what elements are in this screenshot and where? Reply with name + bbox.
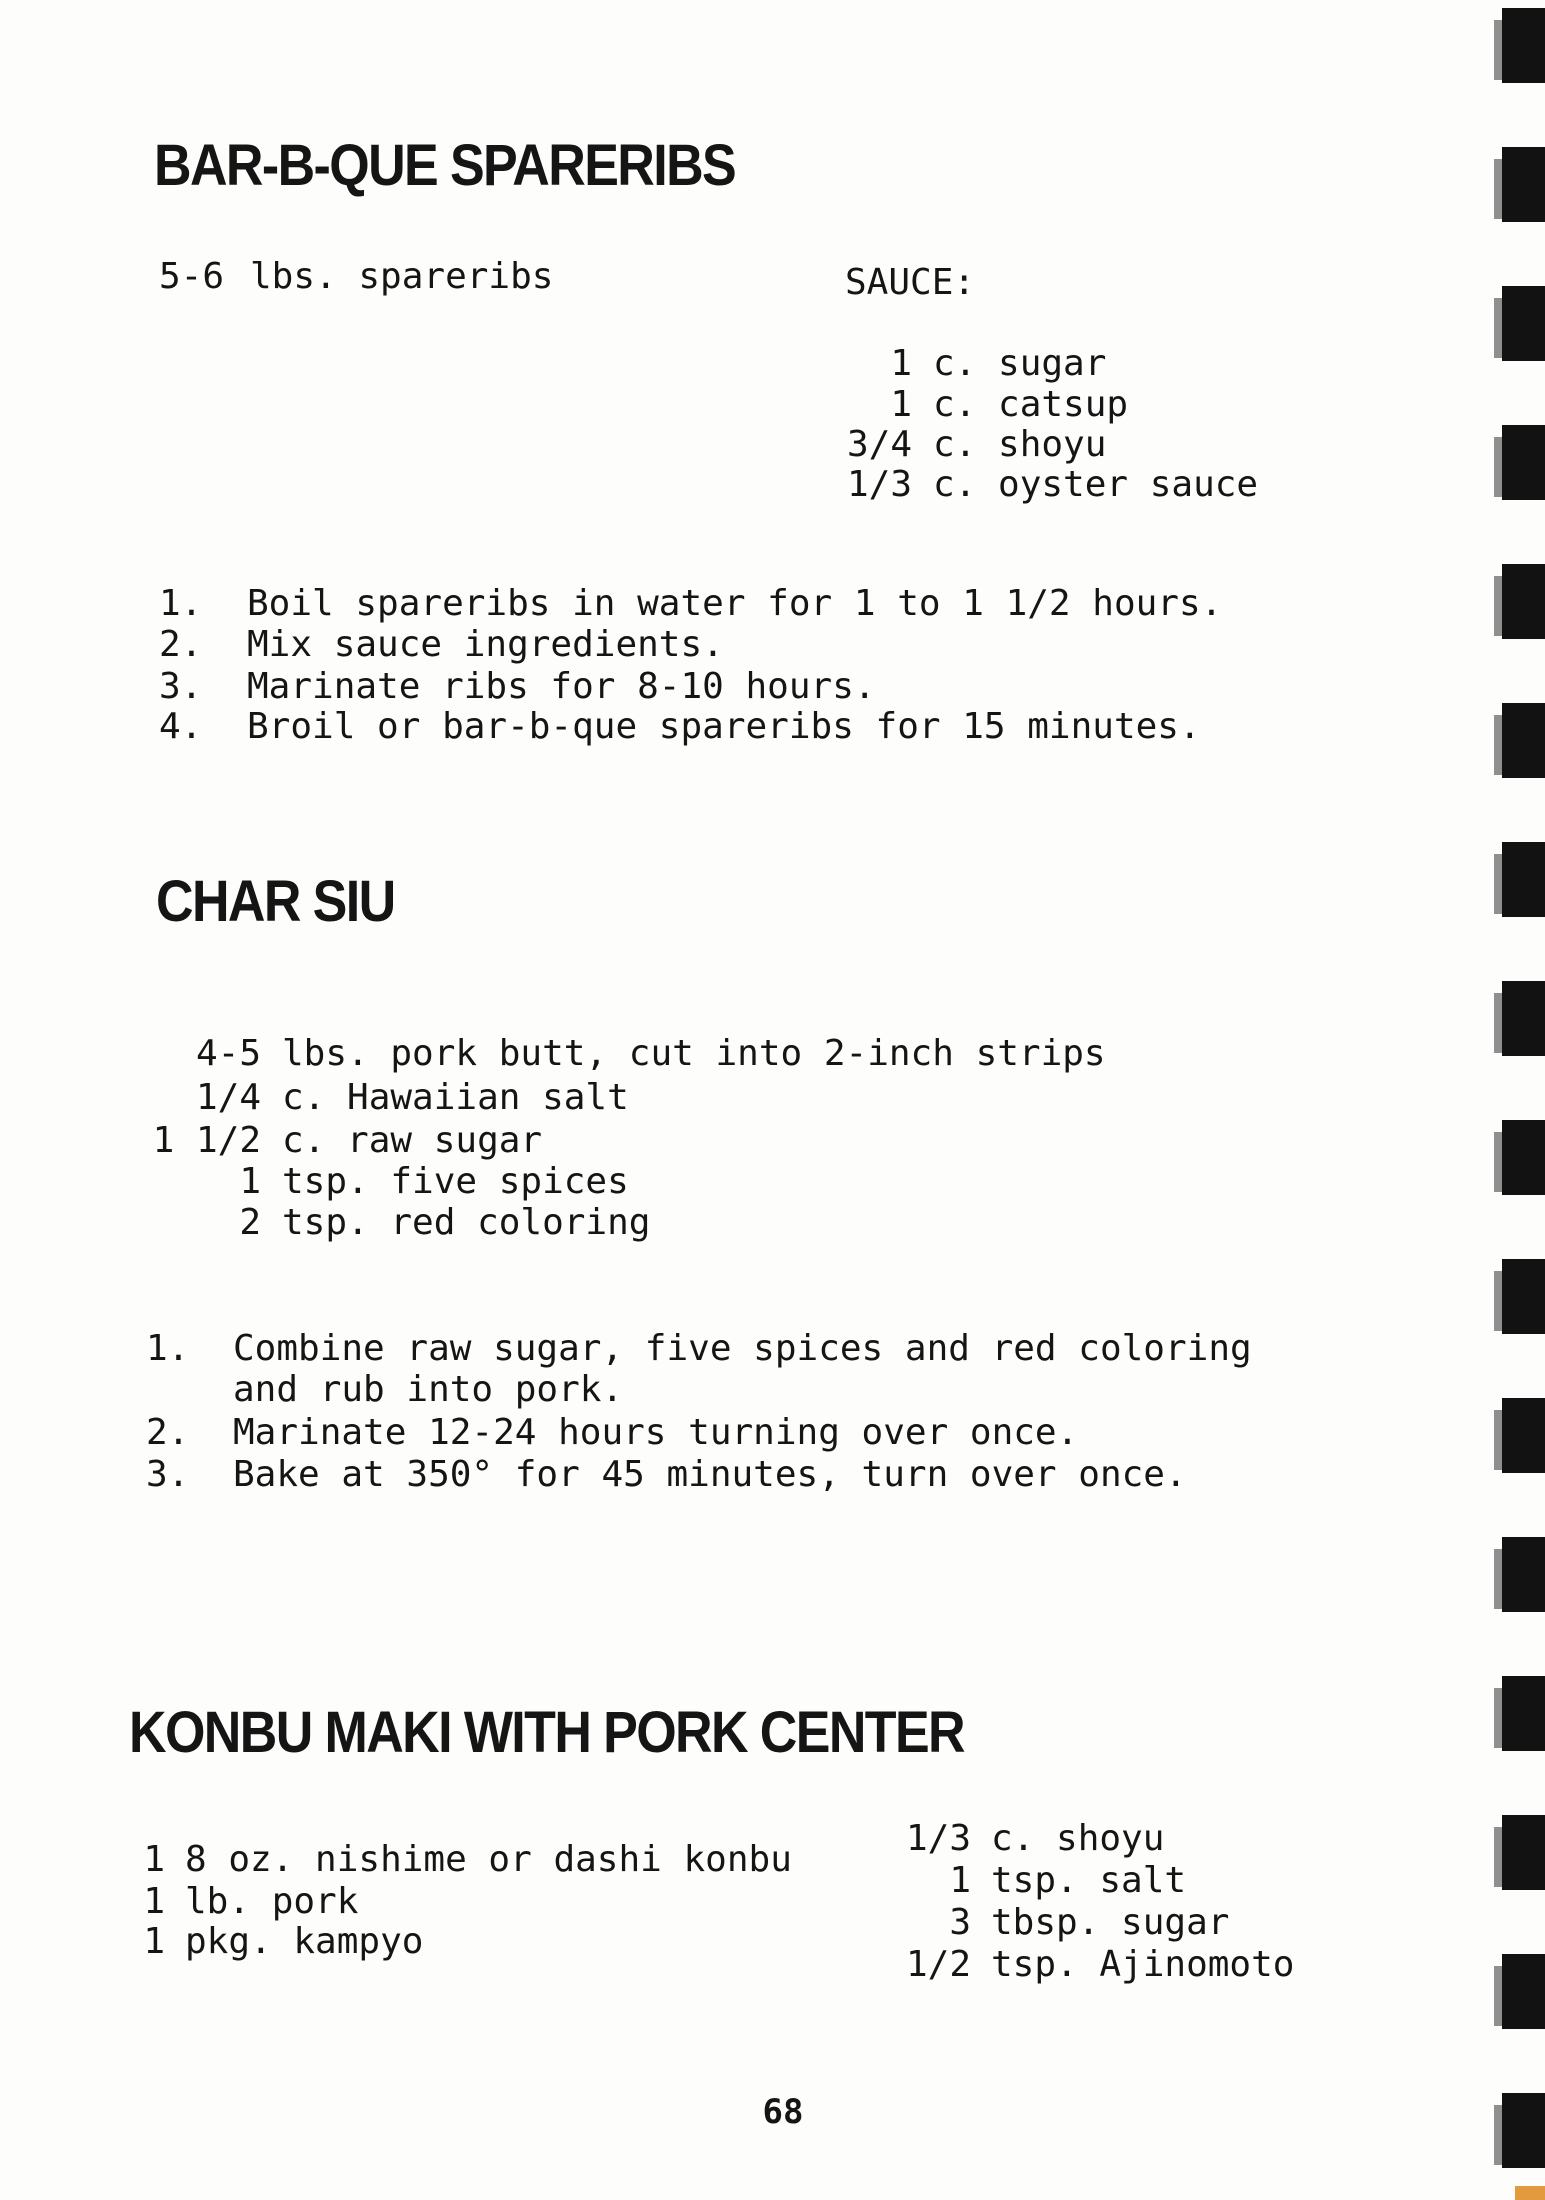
step-number: 3. [159,666,203,707]
recipe-title: KONBU MAKI WITH PORK CENTER [129,1700,964,1766]
ingredient-text: c. oyster sauce [933,464,1259,505]
ingredient-qty: 1 [143,1881,165,1922]
sauce-ingredient-row [0,424,1107,465]
ingredient-text: tsp. red coloring [282,1202,651,1243]
step-row [0,624,724,665]
sauce-ingredient-row [0,343,1107,384]
ingredient-text: tsp. salt [991,1860,1187,1901]
ingredient-qty: 1 [239,1161,261,1202]
sauce-heading: SAUCE: [845,262,976,303]
ingredient-text: lb. pork [185,1881,359,1922]
step-number: 4. [159,706,203,747]
ingredient-text: pkg. kampyo [185,1921,424,1962]
step-number: 1. [159,583,203,624]
ingredient-text: c. raw sugar [282,1120,543,1161]
ingredient-qty: 1/2 [905,1944,971,1985]
ingredient-qty: 1 [949,1860,971,1901]
ingredient-qty: 1 [143,1921,165,1962]
ingredient-qty: 4-5 [195,1033,261,1074]
step-number: 2. [159,624,203,665]
ingredient-text: tsp. Ajinomoto [991,1944,1295,1985]
ingredient-text: c. Hawaiian salt [282,1077,629,1118]
ingredient-row [0,1161,629,1202]
recipe-title: CHAR SIU [156,869,395,935]
ingredient-qty: 1 [890,384,912,425]
ingredient-row [0,1818,1165,1859]
recipe-title: BAR-B-QUE SPARERIBS [154,133,736,199]
step-row [0,1328,1252,1410]
step-row [0,1454,1187,1495]
ingredient-row [0,1033,1106,1074]
ingredient-qty: 1/4 [195,1077,261,1118]
ingredient-qty: 1 [890,343,912,384]
ingredient-row [0,1860,1187,1901]
ingredient-text: c. catsup [933,384,1129,425]
ingredient-text: 8 oz. nishime or dashi konbu [185,1839,792,1880]
step-number: 1. [146,1328,190,1369]
step-text: Combine raw sugar, five spices and red coloring and rub into pork. [233,1328,1252,1410]
step-text: Bake at 350° for 45 minutes, turn over once. [233,1454,1187,1495]
ingredient-qty: 2 [239,1202,261,1243]
ingredient-row [0,1077,629,1118]
ingredient-row [0,1120,543,1161]
step-row [0,1412,1079,1453]
step-number: 3. [146,1454,190,1495]
ingredient-text: c. shoyu [933,424,1107,465]
ingredient-text: c. sugar [933,343,1107,384]
sauce-ingredient-row [0,464,1259,505]
ingredient-text: lbs. spareribs [250,256,554,297]
ingredient-qty: 1 1/2 [152,1120,261,1161]
page-edge [1515,2186,1545,2200]
ingredient-row [0,1202,651,1243]
step-text: Boil spareribs in water for 1 to 1 1/2 hours. [247,583,1223,624]
step-row [0,666,876,707]
step-number: 2. [146,1412,190,1453]
step-row [0,583,1223,624]
ingredient-text: lbs. pork butt, cut into 2-inch strips [282,1033,1106,1074]
ingredient-row [0,1944,1295,1985]
sauce-ingredient-row [0,384,1129,425]
ingredient-qty: 1/3 [846,464,912,505]
page-number: 68 [762,2092,804,2132]
ingredient-qty: 1/3 [905,1818,971,1859]
ingredient-text: c. shoyu [991,1818,1165,1859]
step-text: Broil or bar-b-que spareribs for 15 minutes. [247,706,1201,747]
ingredient-qty: 3/4 [846,424,912,465]
ingredient-qty: 5-6 [159,256,225,297]
step-text: Marinate 12-24 hours turning over once. [233,1412,1079,1453]
spiral-binding [1494,0,1545,2200]
ingredient-qty: 1 [143,1839,165,1880]
step-text: Marinate ribs for 8-10 hours. [247,666,876,707]
step-row [0,706,1201,747]
ingredient-qty: 3 [949,1902,971,1943]
ingredient-text: tsp. five spices [282,1161,629,1202]
step-text: Mix sauce ingredients. [247,624,724,665]
ingredient-text: tbsp. sugar [991,1902,1230,1943]
